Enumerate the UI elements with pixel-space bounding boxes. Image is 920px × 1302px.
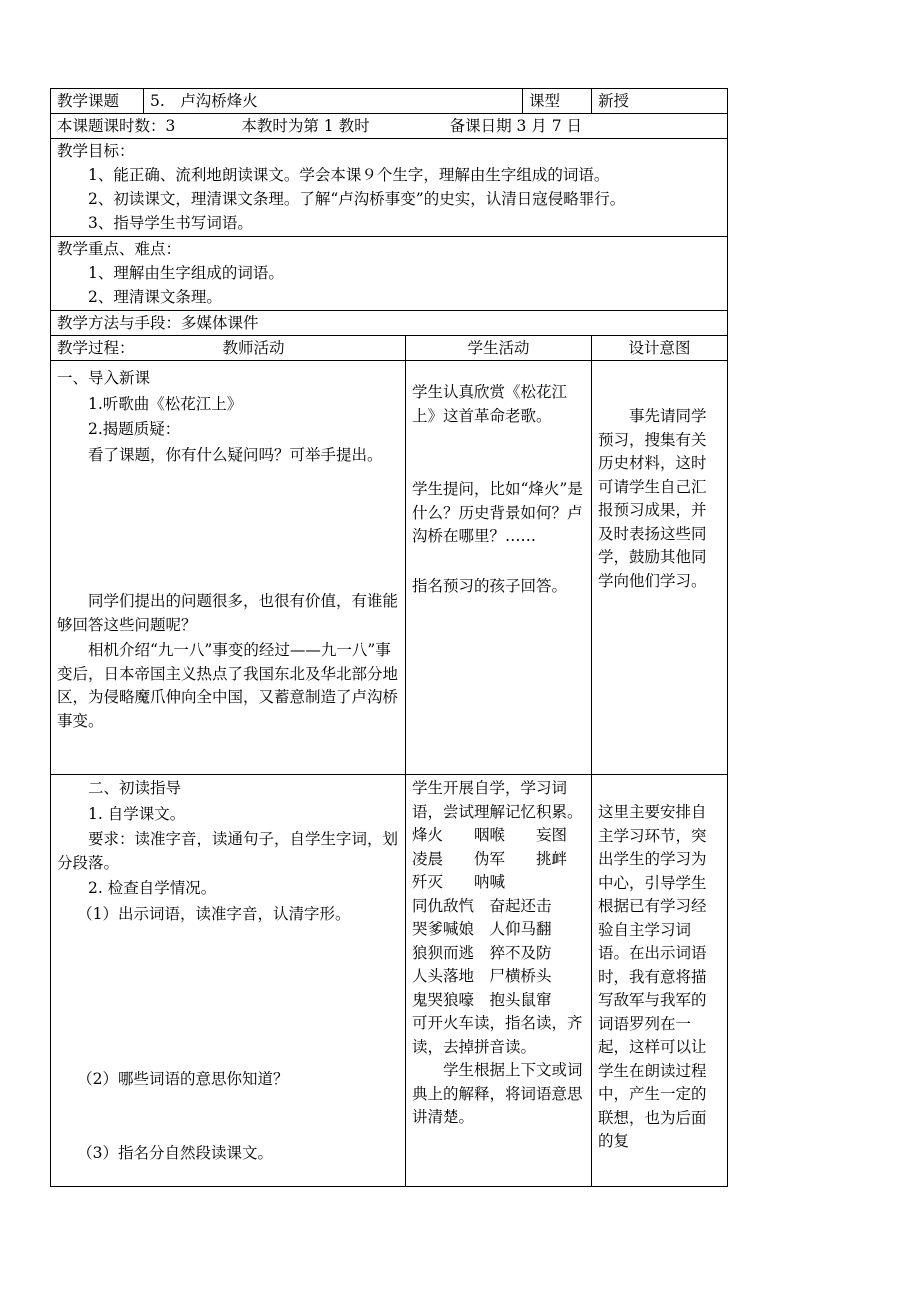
teacher-step: 看了课题，你有什么疑问吗？可举手提出。	[88, 445, 383, 464]
student-activity-cell	[406, 775, 592, 1187]
design-intent: 这里主要安排自主学习环节，突出学生的学习为中心，引导学生根据已有学习经验自主学习词语。在出示词语时，我有意将描写敌军与我军的词语罗列在一起，这样可以让学生在朗读过程中，产生一定的联想，也为后面的复	[598, 803, 707, 1150]
student-activity-header: 学生活动	[406, 336, 592, 361]
process-header-row	[51, 336, 728, 361]
teacher-activity-cell	[51, 775, 406, 1187]
student-activity: 学生认真欣赏《松花江上》这首革命老歌。	[412, 383, 568, 425]
teacher-step: 二、初读指导	[88, 779, 182, 797]
key-points-cell	[51, 237, 728, 311]
section-one-row	[51, 361, 728, 775]
goal-item: 2、初读课文，理清课文条理。了解“卢沟桥事变”的史实，认清日寇侵略罪行。	[88, 190, 626, 208]
goal-item: 3、指导学生书写词语。	[88, 214, 253, 232]
word-line: 人头落地 尸横桥头	[412, 967, 552, 985]
word-line: 哭爹喊娘 人仰马翻	[412, 920, 552, 938]
design-intent-cell	[592, 775, 728, 1187]
process-label: 教学过程：	[57, 339, 135, 357]
meta-cell	[51, 114, 728, 139]
word-line: 烽火 咽喉 妄图	[412, 826, 568, 844]
student-activity: 学生根据上下文或词典上的解释，将词语意思讲清楚。	[412, 1061, 583, 1126]
type-value: 新授	[592, 89, 728, 114]
word-line: 歼灭 呐喊	[412, 873, 506, 891]
word-line: 凌晨 伪军 挑衅	[412, 849, 568, 868]
teacher-step: 1.听歌曲《松花江上》	[88, 394, 243, 413]
method-cell: 教学方法与手段：多媒体课件	[51, 311, 728, 336]
teacher-step: 同学们提出的问题很多，也很有价值，有谁能够回答这些问题呢？	[57, 592, 399, 634]
word-line: 狼狈而逃 猝不及防	[412, 943, 552, 962]
key-points-row	[51, 237, 728, 311]
teacher-step: 相机介绍“九一八”事变的经过——九一八”事变后，日本帝国主义热点了我国东北及华北部分地区，为侵略魔爪伸向全中国，又蓄意制造了卢沟桥事变。	[57, 641, 399, 730]
word-line: 同仇敌忾 奋起还击	[412, 896, 552, 915]
design-intent-cell	[592, 361, 728, 775]
teacher-step: 2.揭题质疑：	[88, 420, 181, 438]
type-label: 课型	[523, 89, 592, 114]
teacher-step: 2. 检查自学情况。	[88, 879, 217, 897]
student-activity: 学生提问，比如“烽火”是什么？历史背景如何？卢沟桥在哪里？……	[412, 480, 583, 545]
meta-row	[51, 114, 728, 139]
section-two-row	[51, 775, 728, 1187]
design-intent-header: 设计意图	[592, 336, 728, 361]
goals-row	[51, 139, 728, 237]
teacher-activity-cell	[51, 361, 406, 775]
lesson-plan	[50, 88, 727, 1187]
teacher-step: 1. 自学课文。	[88, 804, 186, 823]
process-header-teacher-cell	[51, 336, 406, 361]
goal-item: 1、能正确、流利地朗读课文。学会本课９个生字，理解由生字组成的词语。	[88, 166, 610, 184]
method-row	[51, 311, 728, 336]
student-activity: 学生开展自学，学习词语，尝试理解记忆积累。	[412, 779, 583, 821]
teacher-step: （2）哪些词语的意思你知道？	[77, 1070, 289, 1088]
lesson-plan-table	[50, 88, 728, 1187]
meta-date: 备课日期 3 月 7 日	[449, 117, 583, 135]
course-title: 5. 卢沟桥烽火	[144, 89, 523, 114]
key-point-item: 2、理清课文条理。	[88, 288, 222, 306]
student-activity: 指名预习的孩子回答。	[412, 576, 568, 595]
goals-cell	[51, 139, 728, 237]
goals-title: 教学目标：	[57, 142, 135, 160]
meta-hours: 本课题课时数：3	[57, 117, 176, 135]
meta-current: 本教时为第 1 教时	[241, 117, 370, 135]
student-activity: 可开火车读，指名读，齐读，去掉拼音读。	[412, 1014, 583, 1056]
teacher-step: （3）指名分自然段读课文。	[77, 1143, 274, 1162]
title-row	[51, 89, 728, 114]
student-activity-cell	[406, 361, 592, 775]
course-label: 教学课题	[51, 89, 144, 114]
teacher-step: 要求：读准字音，读通句子，自学生字词，划分段落。	[57, 830, 399, 872]
teacher-step: （1）出示词语，读准字音，认清字形。	[77, 904, 351, 923]
teacher-step: 一、导入新课	[57, 369, 151, 387]
key-point-item: 1、理解由生字组成的词语。	[88, 264, 284, 282]
teacher-activity-header: 教师活动	[222, 339, 285, 357]
design-intent: 事先请同学预习，搜集有关历史材料，这时可请学生自己汇报预习成果，并及时表扬这些同学，鼓励其他同学向他们学习。	[598, 407, 707, 590]
word-line: 鬼哭狼嚎 抱头鼠窜	[412, 990, 552, 1009]
key-points-title: 教学重点、难点：	[57, 240, 182, 258]
